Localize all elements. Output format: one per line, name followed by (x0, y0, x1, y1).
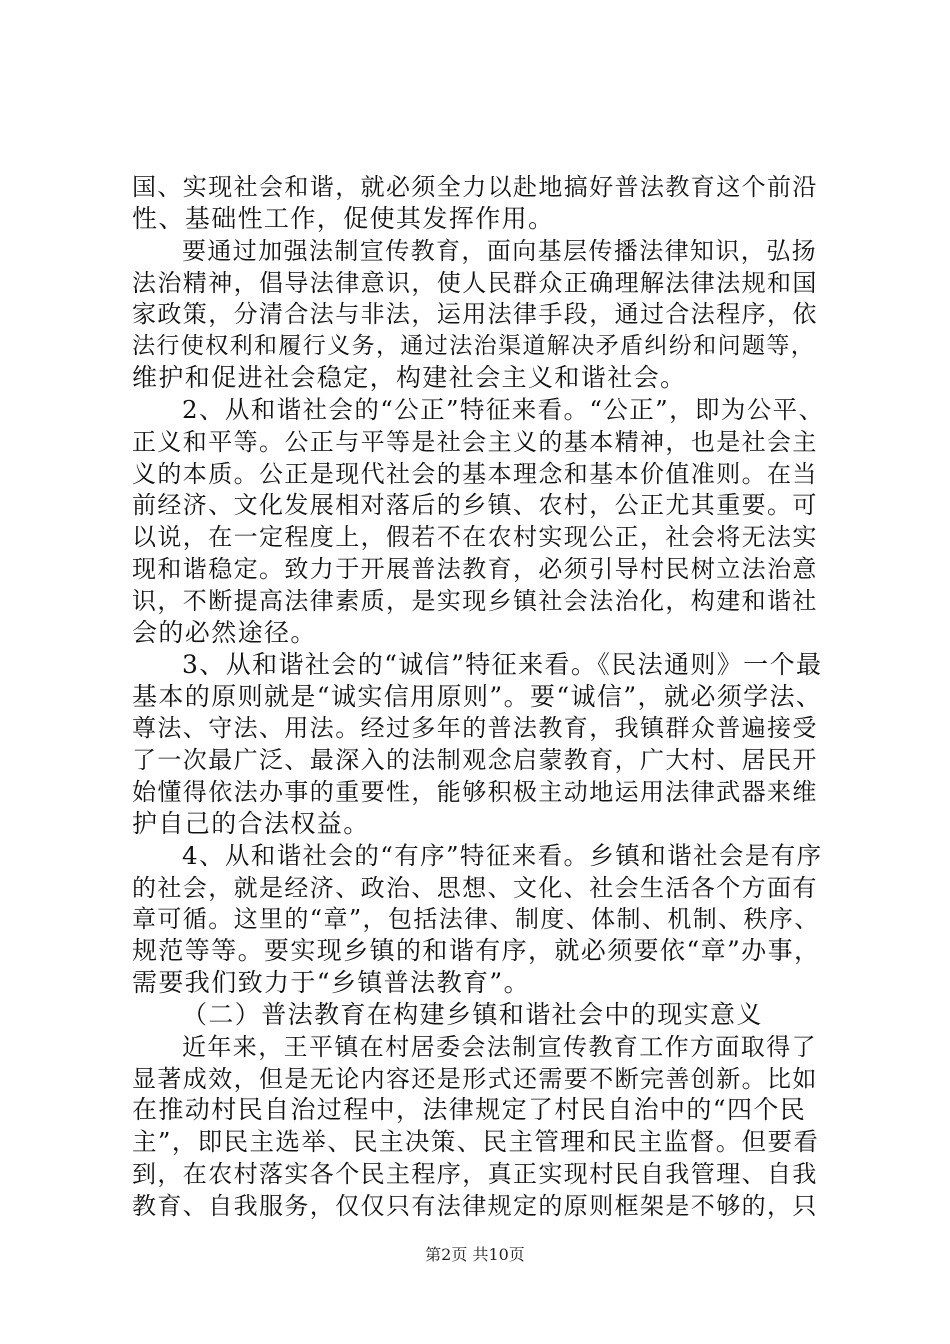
text-line: 性、基础性工作，促使其发挥作用。 (132, 204, 555, 233)
text-line: 维护和促进社会稳定，构建社会主义和谐社会。 (132, 363, 687, 392)
text-line: 到，在农村落实各个民主程序，真正实现村民自我管理、自我 (132, 1160, 818, 1188)
text-line: 家政策，分清合法与非法，运用法律手段，通过合法程序，依 (132, 300, 818, 328)
text-line: 需要我们致力于“乡镇普法教育”。 (132, 968, 530, 997)
text-line: 教育、自我服务，仅仅只有法律规定的原则框架是不够的，只 (132, 1192, 818, 1220)
text-line: 了一次最广泛、最深入的法制观念启蒙教育，广大村、居民开 (132, 746, 818, 774)
text-line: 现和谐稳定。致力于开展普法教育，必须引导村民树立法治意 (132, 555, 818, 583)
section-heading: （二）普法教育在构建乡镇和谐社会中的现实意义 (182, 1000, 763, 1029)
page-footer: 第2页 共10页 (425, 1245, 525, 1264)
text-line: 2、从和谐社会的“公正”特征来看。“公正”，即为公平、 (182, 395, 825, 424)
text-line: 会的必然途径。 (132, 618, 317, 647)
text-line: 的社会，就是经济、政治、思想、文化、社会生活各个方面有 (132, 874, 818, 902)
text-line: 基本的原则就是“诚实信用原则”。要“诚信”，就必须学法、 (132, 682, 823, 711)
text-line: 主”，即民主选举、民主决策、民主管理和民主监督。但要看 (132, 1127, 820, 1156)
text-line: 近年来，王平镇在村居委会法制宣传教育工作方面取得了 (182, 1033, 817, 1061)
text-line: 识，不断提高法律素质，是实现乡镇社会法治化，构建和谐社 (132, 587, 818, 615)
text-line: 法治精神，倡导法律意识，使人民群众正确理解法律法规和国 (132, 269, 818, 297)
text-line: 规范等等。要实现乡镇的和谐有序，就必须要依“章”办事， (132, 936, 821, 965)
text-line: 以说，在一定程度上，假若不在农村实现公正，社会将无法实 (132, 523, 818, 551)
text-line: 义的本质。公正是现代社会的基本理念和基本价值准则。在当 (132, 460, 818, 488)
text-line: 在推动村民自治过程中，法律规定了村民自治中的“四个民 (132, 1095, 807, 1124)
text-line: 正义和平等。公正与平等是社会主义的基本精神，也是社会主 (132, 428, 818, 456)
text-line: 始懂得依法办事的重要性，能够积极主动地运用法律武器来维 (132, 778, 818, 806)
text-line: 4、从和谐社会的“有序”特征来看。乡镇和谐社会是有序 (182, 841, 823, 870)
text-line: 法行使权利和履行义务，通过法治渠道解决矛盾纠纷和问题等， (132, 333, 816, 359)
text-line: 3、从和谐社会的“诚信”特征来看。《民法通则》一个最 (182, 650, 823, 679)
text-line: 国、实现社会和谐，就必须全力以赴地搞好普法教育这个前沿 (132, 173, 818, 201)
text-line: 显著成效，但是无论内容还是形式还需要不断完善创新。比如 (132, 1065, 818, 1093)
text-line: 护自己的合法权益。 (132, 809, 370, 838)
text-line: 前经济、文化发展相对落后的乡镇、农村，公正尤其重要。可 (132, 491, 818, 519)
text-line: 章可循。这里的“章”，包括法律、制度、体制、机制、秩序、 (132, 905, 820, 933)
text-line: 要通过加强法制宣传教育，面向基层传播法律知识，弘扬 (182, 237, 817, 265)
text-line: 尊法、守法、用法。经过多年的普法教育，我镇群众普遍接受 (132, 714, 818, 742)
